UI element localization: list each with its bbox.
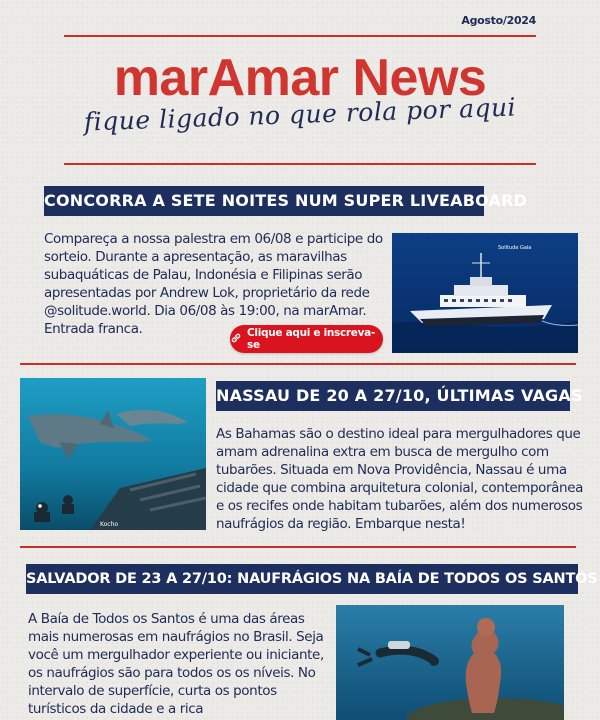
article-3-body: A Baía de Todos os Santos é uma das áreas mais numerosas em naufrágios no Brasil. Seja você um mergulhador experiente ou iniciante, os naufrágios são para todos os os níveis. No intervalo de superfície, curta os pontos turísticos da cidade e a rica: [28, 611, 324, 717]
issue-date: Agosto/2024: [461, 14, 536, 27]
link-icon: [230, 332, 242, 347]
diver-statue-photo: [336, 605, 564, 720]
article-2-body: As Bahamas são o destino ideal para mergulhadores que amam adrenalina extra em busca de mergulho com tubarões. Situada em Nova Providência, Nassau é uma cidade que combina arquitetura colonial, contemporânea e os recifes onde habitam tubarões, além dos numerosos naufrágios da região. Embarque nesta!: [216, 426, 583, 532]
article-3-title: SALVADOR DE 23 A 27/10: NAUFRÁGIOS NA BAÍA DE TODOS OS SANTOS: [26, 564, 578, 594]
photo-caption: Solitude Gaia: [498, 245, 532, 251]
section-divider-2: [20, 546, 576, 548]
section-divider-1: [20, 363, 576, 365]
header-bottom-rule: [64, 163, 536, 165]
shark-wreck-photo: [20, 378, 206, 530]
photo-caption: Kocho: [100, 521, 119, 528]
article-2-title: NASSAU DE 20 A 27/10, ÚLTIMAS VAGAS: [216, 381, 570, 411]
article-1-title: CONCORRA A SETE NOITES NUM SUPER LIVEABOARD: [44, 186, 484, 216]
register-button[interactable]: [230, 325, 383, 353]
header-top-rule: [64, 35, 536, 37]
brand-title: marAmar News: [113, 49, 487, 107]
article-1-body: Compareça a nossa palestra em 06/08 e participe do sorteio. Durante a apresentação, as maravilhas subaquáticas de Palau, Indonésia e Filipinas serão apresentadas por Andrew Lok, proprietário da rede @solitude.world. Dia 06/08 às 19:00, na marAmar. Entrada franca.: [44, 231, 383, 337]
register-button-label: Clique aqui e inscreva-se: [247, 327, 376, 351]
brand-tagline: fique ligado no que rola por aqui: [83, 92, 517, 137]
liveaboard-boat-photo: [392, 233, 578, 353]
